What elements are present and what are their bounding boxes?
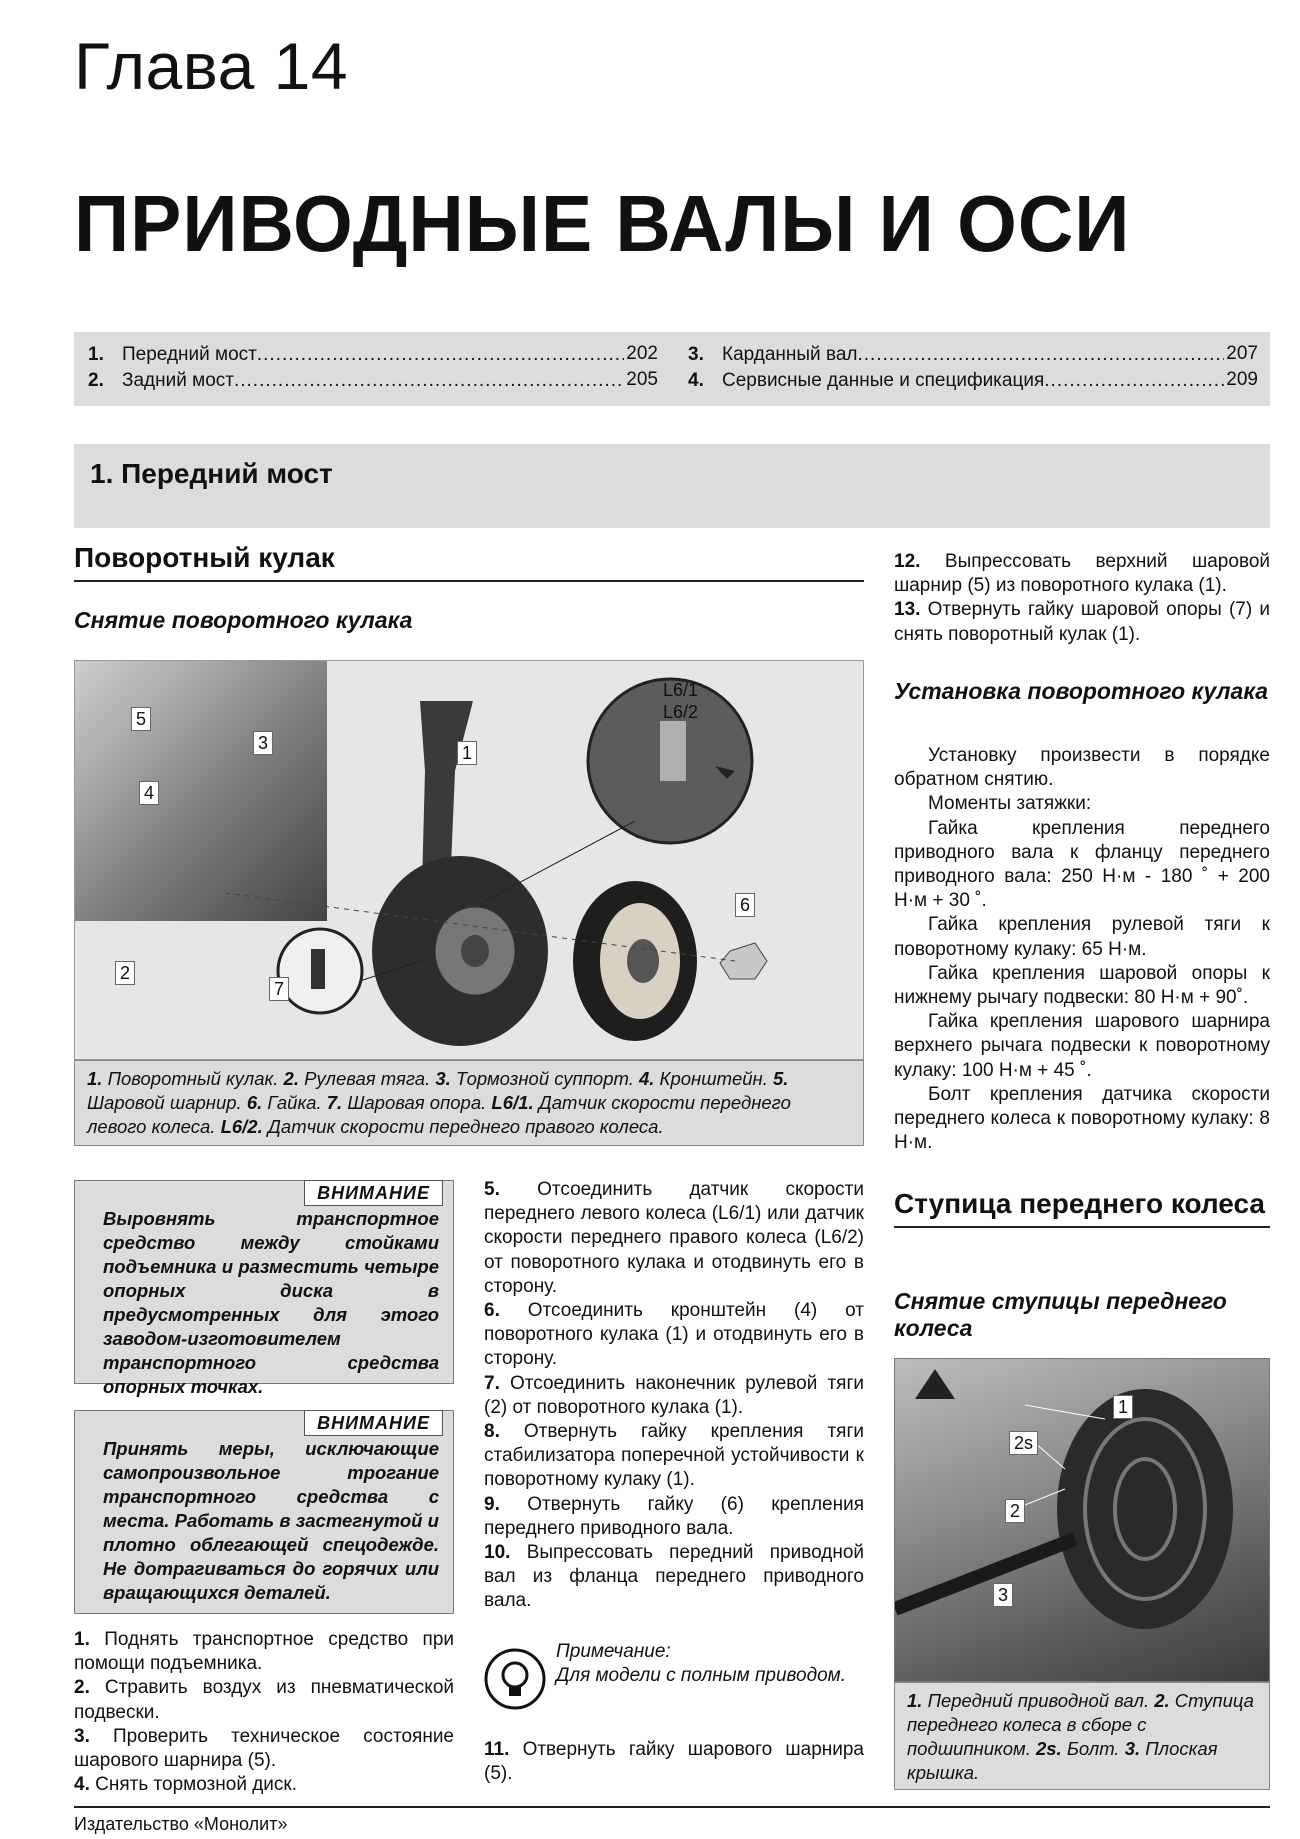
warning-box (74, 1410, 454, 1614)
fig1-label: L6/2 (663, 702, 699, 722)
fig1-label: 2 (115, 961, 135, 985)
step-item: 9. Отвернуть гайку (6) крепления переднего приводного вала. (484, 1493, 865, 1539)
step-item: 7. Отсоединить наконечник рулевой тяги (2) от поворотного кулака (1). (484, 1372, 865, 1418)
step-item: 3. Проверить техническое состояние шарового шарнира (5). (74, 1725, 454, 1772)
install-text (894, 744, 1270, 1155)
note-text: Для модели с полным приводом. (556, 1665, 846, 1686)
knuckle-removal-heading: Снятие поворотного кулака (74, 607, 413, 633)
step-item: 12. Выпрессовать верхний шаровой шарнир (5) из поворотного кулака (1). (894, 551, 1270, 597)
install-paragraph: Моменты затяжки: (928, 793, 1092, 815)
warning-tag: ВНИМАНИЕ (304, 1180, 443, 1206)
toc-item[interactable] (88, 368, 658, 394)
fig1-label: 1 (457, 741, 477, 765)
step-item: 2. Стравить воздух из пневматической подвески. (74, 1677, 454, 1723)
disc-hole-shape (627, 939, 659, 983)
install-paragraph: Гайка крепления переднего приводного вала к фланцу переднего приводного вала: 250 Н·м - 180 ˚ + 200 Н·м + 30 ˚. (894, 817, 1270, 912)
step-item: 10. Выпрессовать передний приводной вал из фланца переднего приводного вала. (484, 1542, 865, 1612)
balljoint-shape (311, 949, 325, 989)
toc-num: 2. (88, 370, 104, 391)
toc-item[interactable] (688, 342, 1258, 368)
knuckle-heading: Поворотный кулак (74, 542, 864, 582)
tool-shape (895, 1539, 1075, 1609)
nut-shape (720, 943, 767, 979)
install-paragraph: Болт крепления датчика скорости переднего колеса к поворотному кулаку: 8 Н·м. (894, 1083, 1270, 1154)
steps-middle (484, 1178, 864, 1614)
fig1-label: 3 (253, 731, 273, 755)
install-paragraph: Гайка крепления шарового шарнира верхнего рычага подвески к поворотному кулаку: 100 Н·м + 45 ˚. (894, 1011, 1270, 1081)
install-paragraph: Гайка крепления рулевой тяги к поворотному кулаку: 65 Н·м. (894, 914, 1270, 960)
fig1-label: 7 (269, 977, 289, 1001)
toc-column-left (88, 342, 658, 394)
toc-item[interactable] (688, 368, 1258, 394)
figure2-caption: 1. Передний приводной вал. 2. Ступица переднего колеса в сборе с подшипником. 2s. Болт. 3. Плоская крышка. (894, 1682, 1270, 1790)
sensor-body-shape (660, 721, 686, 781)
toc-leader (1044, 368, 1224, 394)
footer-divider (74, 1806, 1270, 1808)
lightbulb-icon (484, 1648, 546, 1710)
warning-box (74, 1180, 454, 1397)
step-item: 13. Отвернуть гайку шаровой опоры (7) и снять поворотный кулак (1). (894, 599, 1271, 645)
toc-num: 4. (688, 370, 704, 391)
toc-page: 207 (1226, 343, 1258, 364)
section-heading: 1. Передний мост (74, 444, 1270, 528)
figure-knuckle (74, 660, 864, 1060)
figure1-caption: 1. Поворотный кулак. 2. Рулевая тяга. 3. Тормозной суппорт. 4. Кронштейн. 5. Шаровой шарнир. 6. Гайка. 7. Шаровая опора. L6/1. Датчик скорости переднего левого колеса. L6/2. Датчик скорости переднего правого колеса. (74, 1060, 864, 1146)
figure-hub (894, 1358, 1270, 1682)
step-item: 1. Поднять транспортное средство при помощи подъемника. (74, 1629, 454, 1675)
fig1-label: L6/1 (663, 680, 699, 700)
hub-center-shape (461, 935, 489, 967)
install-heading: Установка поворотного кулака (894, 678, 1269, 704)
toc-leader (257, 342, 624, 368)
toc-title: Задний мост (122, 370, 234, 391)
leader-line (1035, 1443, 1065, 1469)
fig2-label: 1 (1113, 1395, 1133, 1419)
chapter-label: Глава 14 (74, 29, 349, 103)
fig2-label: 2s (1009, 1431, 1038, 1455)
fig1-label: 5 (131, 707, 151, 731)
fig1-label: 4 (139, 781, 159, 805)
hub-removal-heading: Снятие ступицы переднего колеса (894, 1288, 1227, 1341)
leader-line (1025, 1405, 1105, 1419)
fig2-label: 2 (1005, 1499, 1025, 1523)
step-item: 6. Отсоединить кронштейн (4) от поворотного кулака (1) и отодвинуть его в сторону. (484, 1300, 864, 1370)
toc-page: 202 (626, 343, 658, 364)
steps-left (74, 1628, 454, 1797)
hub-heading: Ступица переднего колеса (894, 1188, 1270, 1228)
warning-text: Принять меры, исключающие самопроизвольное трогание транспортного средства с места. Работать в застегнутой и плотно облегающей спецодежде. Не дотрагиваться до горячих или вращающихся деталей. (103, 1438, 439, 1603)
toc-leader (234, 368, 624, 394)
toc-column-right (688, 342, 1258, 394)
hub-photo-diagram (895, 1359, 1270, 1682)
toc-page: 209 (1226, 369, 1258, 390)
step-item: 11. Отвернуть гайку шарового шарнира (5). (484, 1739, 864, 1785)
toc-title: Карданный вал (722, 344, 858, 365)
warning-text: Выровнять транспортное средство между стойками подъемника и разместить четыре опорных диска в предусмотренных для этого заводом-изготовителем транспортного средства опорных точках. (103, 1208, 439, 1397)
note-label: Примечание: (556, 1641, 671, 1662)
table-of-contents (74, 332, 1270, 406)
toc-title: Передний мост (122, 344, 257, 365)
toc-page: 205 (626, 369, 658, 390)
toc-num: 1. (88, 344, 104, 365)
warning-triangle-icon (915, 1369, 955, 1399)
step-item: 8. Отвернуть гайку крепления тяги стабилизатора поперечной устойчивости к поворотному кулаку (1). (484, 1421, 865, 1491)
page-title: ПРИВОДНЫЕ ВАЛЫ И ОСИ (74, 179, 1131, 268)
install-paragraph: Установку произвести в порядке обратном снятию. (894, 745, 1270, 791)
toc-item[interactable] (88, 342, 658, 368)
warning-tag: ВНИМАНИЕ (304, 1410, 443, 1436)
step-item: 5. Отсоединить датчик скорости переднего левого колеса (L6/1) или датчик скорости переднего правого колеса (L6/2) от поворотного кулака и отодвинуть его в сторону. (484, 1179, 865, 1297)
steps-right (894, 550, 1270, 647)
install-paragraph: Гайка крепления шаровой опоры к нижнему рычагу подвески: 80 Н·м + 90˚. (894, 962, 1270, 1009)
toc-leader (858, 342, 1225, 368)
fig2-label: 3 (993, 1583, 1013, 1607)
toc-title: Сервисные данные и спецификация (722, 370, 1045, 391)
step-item: 4. Снять тормозной диск. (74, 1774, 298, 1796)
note-block (484, 1640, 864, 1720)
publisher-footer: Издательство «Монолит» (74, 1814, 288, 1834)
knuckle-diagram (75, 661, 864, 1060)
fig1-label: 6 (735, 893, 755, 917)
toc-num: 3. (688, 344, 704, 365)
